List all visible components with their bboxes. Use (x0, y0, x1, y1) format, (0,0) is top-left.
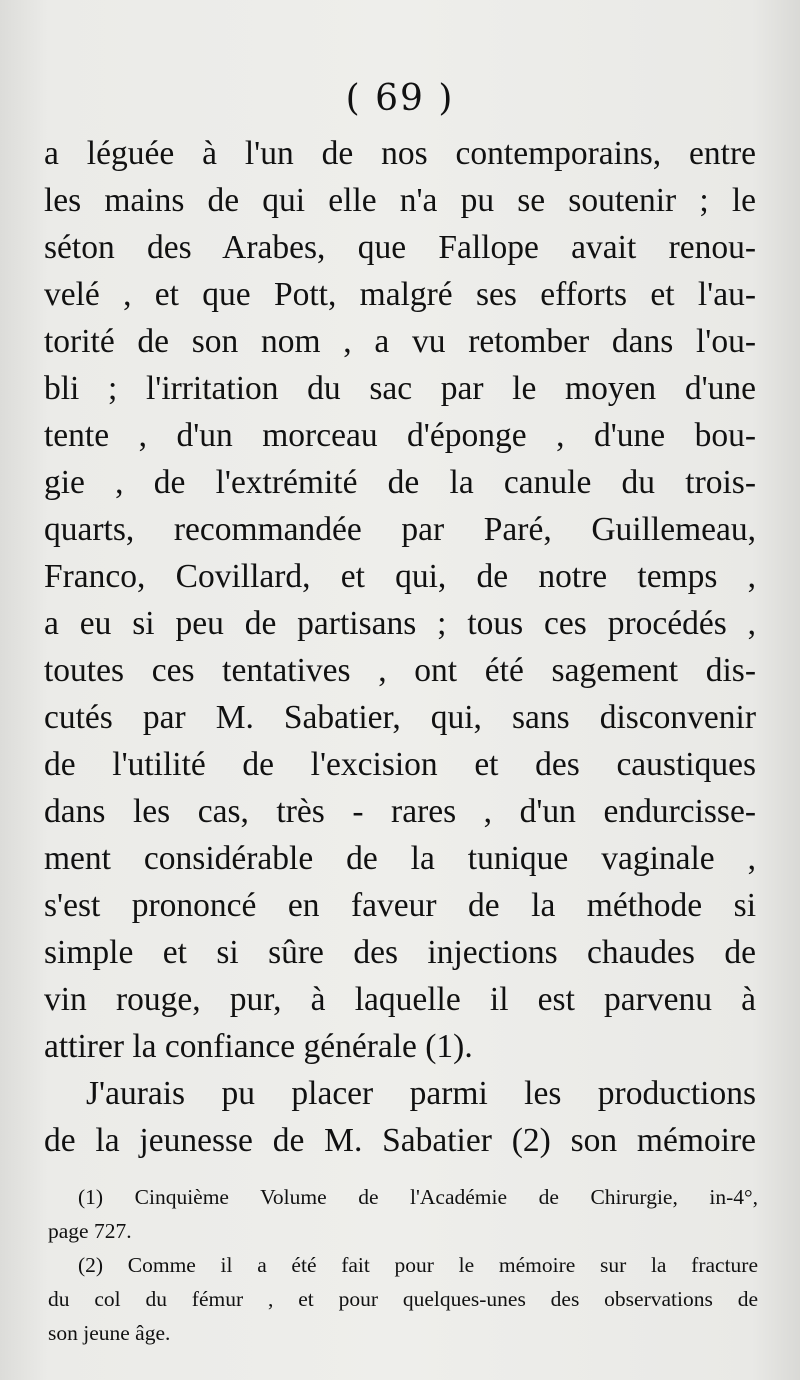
footnote-2-continuation: son jeune âge. (48, 1321, 171, 1345)
footnote-1: (1) Cinquième Volume de l'Académie de Chirurgie, in-4°, (78, 1185, 758, 1209)
footnote-2: (2) Comme il a été fait pour le mémoire sur la fracture (78, 1253, 758, 1277)
text-line: velé , et que Pott, malgré ses efforts et l'au- (44, 276, 756, 313)
body-text (44, 130, 756, 1164)
text-line: a eu si peu de partisans ; tous ces procédés , (44, 605, 756, 642)
text-line: séton des Arabes, que Fallope avait renou- (44, 229, 756, 266)
text-line: quarts, recommandée par Paré, Guillemeau, (44, 511, 756, 548)
text-line: a léguée à l'un de nos contemporains, entre (44, 135, 756, 172)
text-line: vin rouge, pur, à laquelle il est parvenu à (44, 981, 756, 1018)
text-line: gie , de l'extrémité de la canule du trois- (44, 464, 756, 501)
text-line: de la jeunesse de M. Sabatier (2) son mémoire (44, 1122, 756, 1159)
footnote-1-continuation: page 727. (48, 1219, 132, 1243)
text-line: toutes ces tentatives , ont été sagement dis- (44, 652, 756, 689)
footnotes (48, 1180, 758, 1350)
text-line: Franco, Covillard, et qui, de notre temps , (44, 558, 756, 595)
text-line: les mains de qui elle n'a pu se soutenir ; le (44, 182, 756, 219)
text-line: torité de son nom , a vu retomber dans l'ou- (44, 323, 756, 360)
page-number: ( 69 ) (345, 78, 455, 119)
text-line: ment considérable de la tunique vaginale , (44, 840, 756, 877)
text-line: simple et si sûre des injections chaudes de (44, 934, 756, 971)
paragraph-end-line: attirer la confiance générale (1). (44, 1028, 473, 1065)
paragraph-start-line: J'aurais pu placer parmi les productions (86, 1075, 756, 1112)
text-line: s'est prononcé en faveur de la méthode si (44, 887, 756, 924)
text-line: de l'utilité de l'excision et des caustiques (44, 746, 756, 783)
footnote-2-continuation: du col du fémur , et pour quelques-unes des observations de (48, 1287, 758, 1311)
text-line: cutés par M. Sabatier, qui, sans disconvenir (44, 699, 756, 736)
text-line: dans les cas, très - rares , d'un endurcisse- (44, 793, 756, 830)
text-line: bli ; l'irritation du sac par le moyen d'une (44, 370, 756, 407)
text-line: tente , d'un morceau d'éponge , d'une bou- (44, 417, 756, 454)
